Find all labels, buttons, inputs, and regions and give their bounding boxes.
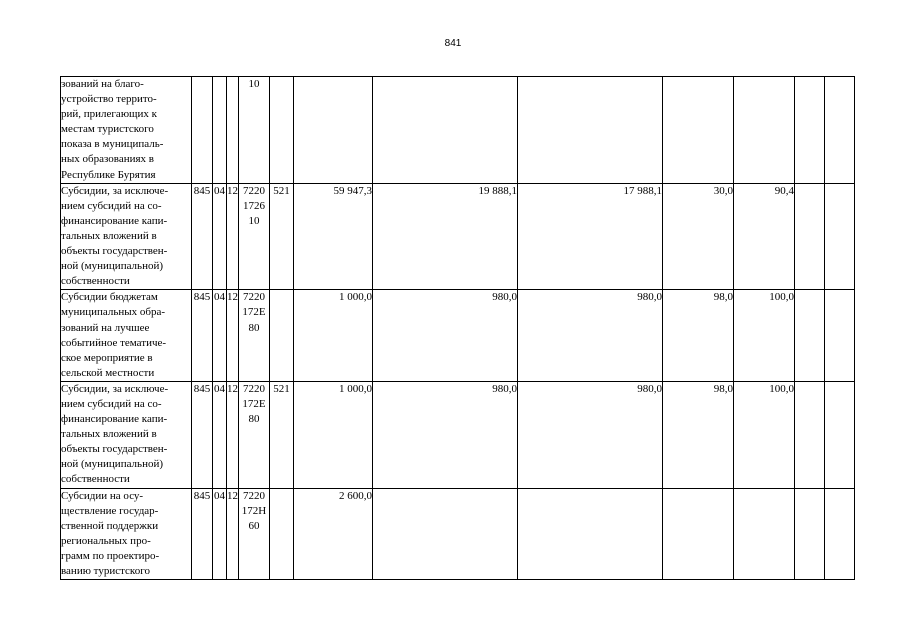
target-item-code: 7220 172Е 80 (239, 381, 270, 488)
section-code: 04 (213, 290, 227, 382)
target-item-code: 7220 1726 10 (239, 183, 270, 290)
empty-cell (825, 381, 855, 488)
empty-cell (825, 290, 855, 382)
percent-of-approved (734, 77, 795, 184)
plan-amount (294, 77, 373, 184)
section-code: 04 (213, 183, 227, 290)
executed-amount: 17 988,1 (518, 183, 663, 290)
executed-amount: 980,0 (518, 290, 663, 382)
row-name: Субсидии на осу- ществление государ- ственной поддержки региональных про- грамм по проектиро- ванию туристского (61, 488, 192, 580)
empty-cell (825, 183, 855, 290)
plan-amount: 1 000,0 (294, 381, 373, 488)
row-name: Субсидии бюджетам муниципальных обра- зований на лучшее событийное тематиче- ское мероприятие в сельской местности (61, 290, 192, 382)
row-name: Субсидии, за исключе- нием субсидий на со- финансирование капи- тальных вложений в объекты государствен- ной (муниципальной) собственности (61, 381, 192, 488)
section-code: 04 (213, 381, 227, 488)
grbs-code (192, 77, 213, 184)
percent-of-approved: 100,0 (734, 290, 795, 382)
percent-of-plan: 98,0 (663, 381, 734, 488)
plan-amount: 1 000,0 (294, 290, 373, 382)
percent-of-approved: 100,0 (734, 381, 795, 488)
expense-type-code (270, 290, 294, 382)
approved-amount (373, 77, 518, 184)
table-row (61, 77, 855, 184)
row-name: Субсидии, за исключе- нием субсидий на со- финансирование капи- тальных вложений в объекты государствен- ной (муниципальной) собственности (61, 183, 192, 290)
expense-type-code: 521 (270, 183, 294, 290)
empty-cell (795, 381, 825, 488)
percent-of-plan: 98,0 (663, 290, 734, 382)
percent-of-approved (734, 488, 795, 580)
percent-of-approved: 90,4 (734, 183, 795, 290)
grbs-code: 845 (192, 183, 213, 290)
percent-of-plan (663, 77, 734, 184)
approved-amount: 19 888,1 (373, 183, 518, 290)
table-row (61, 290, 855, 382)
plan-amount: 59 947,3 (294, 183, 373, 290)
grbs-code: 845 (192, 381, 213, 488)
budget-table (60, 76, 855, 580)
executed-amount (518, 488, 663, 580)
target-item-code: 10 (239, 77, 270, 184)
executed-amount (518, 77, 663, 184)
expense-type-code (270, 488, 294, 580)
section-code (213, 77, 227, 184)
subsection-code (227, 77, 239, 184)
approved-amount: 980,0 (373, 290, 518, 382)
target-item-code: 7220 172Н 60 (239, 488, 270, 580)
empty-cell (825, 77, 855, 184)
subsection-code: 12 (227, 183, 239, 290)
grbs-code: 845 (192, 488, 213, 580)
table-row (61, 488, 855, 580)
empty-cell (825, 488, 855, 580)
approved-amount: 980,0 (373, 381, 518, 488)
table-row (61, 183, 855, 290)
approved-amount (373, 488, 518, 580)
page-number: 841 (444, 38, 462, 49)
subsection-code: 12 (227, 488, 239, 580)
empty-cell (795, 77, 825, 184)
executed-amount: 980,0 (518, 381, 663, 488)
percent-of-plan: 30,0 (663, 183, 734, 290)
grbs-code: 845 (192, 290, 213, 382)
percent-of-plan (663, 488, 734, 580)
expense-type-code: 521 (270, 381, 294, 488)
empty-cell (795, 183, 825, 290)
empty-cell (795, 290, 825, 382)
target-item-code: 7220 172Е 80 (239, 290, 270, 382)
section-code: 04 (213, 488, 227, 580)
table-row (61, 381, 855, 488)
expense-type-code (270, 77, 294, 184)
subsection-code: 12 (227, 290, 239, 382)
row-name: зований на благо- устройство террито- рий, прилегающих к местам туристского показа в муниципаль- ных образованиях в Республике Бурятия (61, 77, 192, 184)
plan-amount: 2 600,0 (294, 488, 373, 580)
empty-cell (795, 488, 825, 580)
subsection-code: 12 (227, 381, 239, 488)
